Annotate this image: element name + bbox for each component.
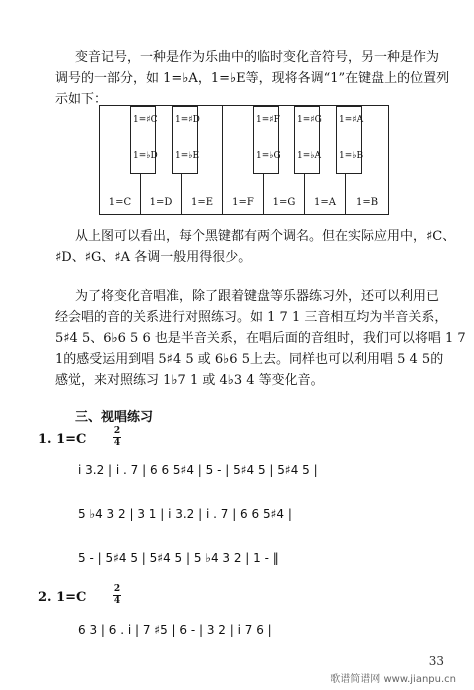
black-key-ab [336,106,362,174]
exercise2-key: 2. 1=C [38,590,87,605]
black-key-sharp-label: 1=♯A [339,115,364,125]
exercise1-time-signature [113,427,121,448]
exercise1-row-1: i 3.2 | i . 7 | 6 6 5♯4 | 5 - | 5♯4 5 | 5♯4 5 | [78,463,318,477]
intro-line-3: 示如下： [55,92,108,107]
para3-line-3: 5♯4 5、6♭6 5 6 也是半音关系，在唱后面的音组时，我们可以将唱 1 7 [55,331,466,346]
black-key-sharp-label: 1=♯G [297,115,322,125]
exercise2-row-1: 6 3 | 6 . i | 7 ♯5 | 6 - | 3 2 | i 7 6 | [78,623,272,637]
exercise2-time-signature [113,585,121,606]
time-top: 2 [113,426,121,436]
section-title: 三、视唱练习 [75,410,154,425]
black-key-flat-label: 1=♭G [256,151,281,161]
exercise1-key: 1. 1=C [38,432,87,447]
para3-line-2: 经会唱的音的关系进行对照练习。如 1 7 1 三音相互均为半音关系， [55,310,448,325]
para3-line-5: 感觉，来对照练习 1♭7 1 或 4♭3 4 等变化音。 [55,373,324,388]
white-key-label: 1=E [190,197,214,208]
white-key-label: 1=D [149,197,173,208]
black-key-sharp-label: 1=♯F [256,115,280,125]
watermark: 歌谱简谱网 www.jianpu.cn [330,674,456,685]
para2-line-1: 从上图可以看出，每个黑键都有两个调名。但在实际应用中，♯C、 [75,229,456,244]
para3-line-1: 为了将变化音唱准，除了跟着键盘等乐器练习外，还可以利用已 [75,289,440,304]
keyboard-diagram [99,105,389,215]
white-key-label: 1=F [232,197,254,208]
black-key-de [172,106,198,174]
intro-line-1: 变音记号，一种是作为乐曲中的临时变化音符号，另一种是作为 [75,50,440,65]
white-key-label: 1=A [314,197,336,208]
white-key-label: 1=B [355,197,379,208]
black-key-cd [130,106,156,174]
white-key-label: 1=G [272,197,296,208]
exercise1-row-3: 5 - | 5♯4 5 | 5♯4 5 | 5 ♭4 3 2 | 1 - ‖ [78,551,279,565]
black-key-fg [253,106,279,174]
page-number: 33 [428,654,444,668]
white-key-label: 1=C [108,197,132,208]
black-key-ga [294,106,320,174]
para2-line-2: ♯D、♯G、♯A 各调一般用得很少。 [55,250,252,265]
black-key-flat-label: 1=♭D [133,151,158,161]
intro-line-2: 调号的一部分，如 1=♭A，1=♭E等，现将各调“1”在键盘上的位置列 [55,71,450,86]
black-key-sharp-label: 1=♯D [175,115,200,125]
black-key-flat-label: 1=♭B [339,151,364,161]
time-bottom: 4 [113,438,121,448]
exercise1-row-2: 5 ♭4 3 2 | 3 1 | i 3.2 | i . 7 | 6 6 5♯4 | [78,507,292,521]
black-key-flat-label: 1=♭E [175,151,200,161]
time-top: 2 [113,584,121,594]
black-key-sharp-label: 1=♯C [133,115,158,125]
time-bottom: 4 [113,596,121,606]
para3-line-4: 1的感受运用到唱 5♯4 5 或 6♭6 5上去。同样也可以利用唱 5 4 5的 [55,352,444,367]
black-key-flat-label: 1=♭A [297,151,322,161]
